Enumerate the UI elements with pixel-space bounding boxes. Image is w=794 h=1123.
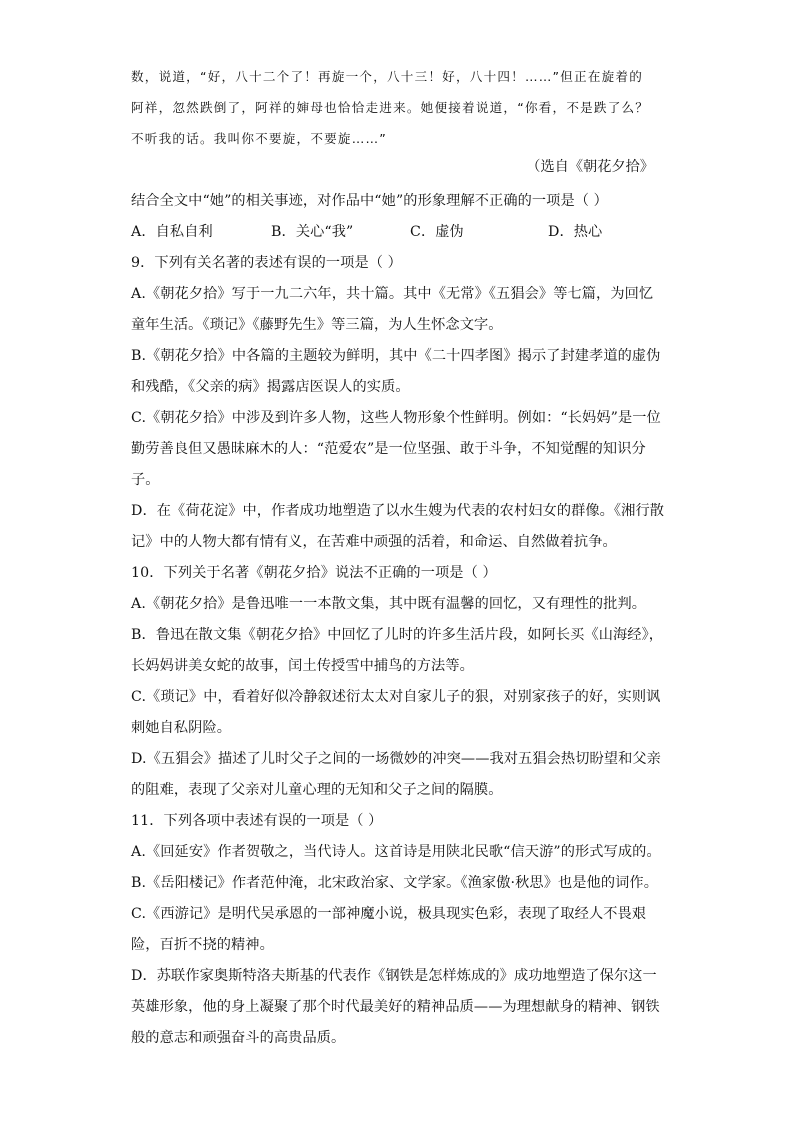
question-10-line: A.《朝花夕拾》是鲁迅唯一一本散文集，其中既有温馨的回忆，又有理性的批判。 bbox=[131, 596, 647, 612]
question-9-line: C.《朝花夕拾》中涉及到许多人物，这些人物形象个性鲜明。例如：“长妈妈”是一位 bbox=[131, 410, 661, 426]
question-10-stem: 10．下列关于名著《朝花夕拾》说法不正确的一项是（ ） bbox=[131, 565, 497, 581]
question-11-line: A.《回延安》作者贺敬之，当代诗人。这首诗是用陕北民歌“信天游”的形式写成的。 bbox=[131, 844, 661, 860]
passage-line: 阿祥，忽然跌倒了，阿祥的婶母也恰恰走进来。她便接着说道，“你看，不是跌了么？ bbox=[131, 100, 650, 115]
question-10-line: 刺她自私阴险。 bbox=[131, 720, 232, 736]
question-10-line: 的阻难，表现了父亲对儿童心理的无知和父子之间的隔膜。 bbox=[131, 782, 503, 798]
question-11-line: B.《岳阳楼记》作者范仲淹，北宋政治家、文学家。《渔家傲·秋思》也是他的词作。 bbox=[131, 875, 658, 891]
question-8-option-d: D．热心 bbox=[548, 224, 603, 240]
question-9-line: 勤劳善良但又愚昧麻木的人：“范爱农”是一位坚强、敢于斗争，不知觉醒的知识分 bbox=[131, 441, 646, 457]
question-9-line: 记》中的人物大都有情有义，在苦难中顽强的活着，和命运、自然做着抗争。 bbox=[131, 534, 617, 550]
question-10-line: D.《五猖会》描述了儿时父子之间的一场微妙的冲突——我对五猖会热切盼望和父亲 bbox=[131, 751, 661, 767]
question-11-line: C.《西游记》是明代吴承恩的一部神魔小说，极具现实色彩，表现了取经人不畏艰 bbox=[131, 906, 647, 922]
passage-source: （选自《朝花夕拾》 bbox=[526, 159, 654, 175]
question-9-line: A.《朝花夕拾》写于一九二六年，共十篇。其中《无常》《五猖会》等七篇，为回忆 bbox=[131, 286, 654, 302]
question-9-stem: 9．下列有关名著的表述有误的一项是（ ） bbox=[131, 255, 402, 271]
question-8-option-c: C．虚伪 bbox=[410, 224, 464, 240]
question-9-line: D．在《荷花淀》中，作者成功地塑造了以水生嫂为代表的农村妇女的群像。《湘行散 bbox=[131, 503, 665, 519]
question-11-line: D．苏联作家奥斯特洛夫斯基的代表作《钢铁是怎样炼成的》成功地塑造了保尔这一 bbox=[131, 968, 657, 984]
passage-line: 数，说道，“好，八十二个了！再旋一个，八十三！好，八十四！……”但正在旋着的 bbox=[131, 69, 644, 84]
question-8-option-a: A．自私自利 bbox=[131, 224, 213, 240]
question-11-line: 险，百折不挠的精神。 bbox=[131, 937, 274, 953]
question-9-line: 子。 bbox=[131, 472, 160, 488]
question-11-stem: 11．下列各项中表述有误的一项是（ ） bbox=[131, 813, 383, 829]
question-9-line: 和残酷，《父亲的病》揭露店医误人的实质。 bbox=[131, 379, 410, 395]
question-9-line: B.《朝花夕拾》中各篇的主题较为鲜明，其中《二十四孝图》揭示了封建孝道的虚伪 bbox=[131, 348, 661, 364]
question-8-stem: 结合全文中“她”的相关事迹，对作品中“她”的形象理解不正确的一项是（ ） bbox=[131, 193, 608, 209]
question-9-line: 童年生活。《琐记》《藤野先生》等三篇，为人生怀念文字。 bbox=[131, 317, 503, 333]
question-11-line: 英雄形象，他的身上凝聚了那个时代最美好的精神品质——为理想献身的精神、钢铁 bbox=[131, 999, 660, 1015]
question-11-line: 般的意志和顽强奋斗的高贵品质。 bbox=[131, 1030, 346, 1046]
passage-line: 不听我的话。我叫你不要旋，不要旋……” bbox=[131, 131, 388, 146]
question-10-line: B．鲁迅在散文集《朝花夕拾》中回忆了儿时的许多生活片段，如阿长买《山海经》， bbox=[131, 627, 664, 643]
question-10-line: C.《琐记》中，看着好似冷静叙述衍太太对自家儿子的狠，对别家孩子的好，实则讽 bbox=[131, 689, 661, 705]
question-10-line: 长妈妈讲美女蛇的故事，闰土传授雪中捕鸟的方法等。 bbox=[131, 658, 474, 674]
question-8-option-b: B．关心“我” bbox=[271, 224, 354, 240]
